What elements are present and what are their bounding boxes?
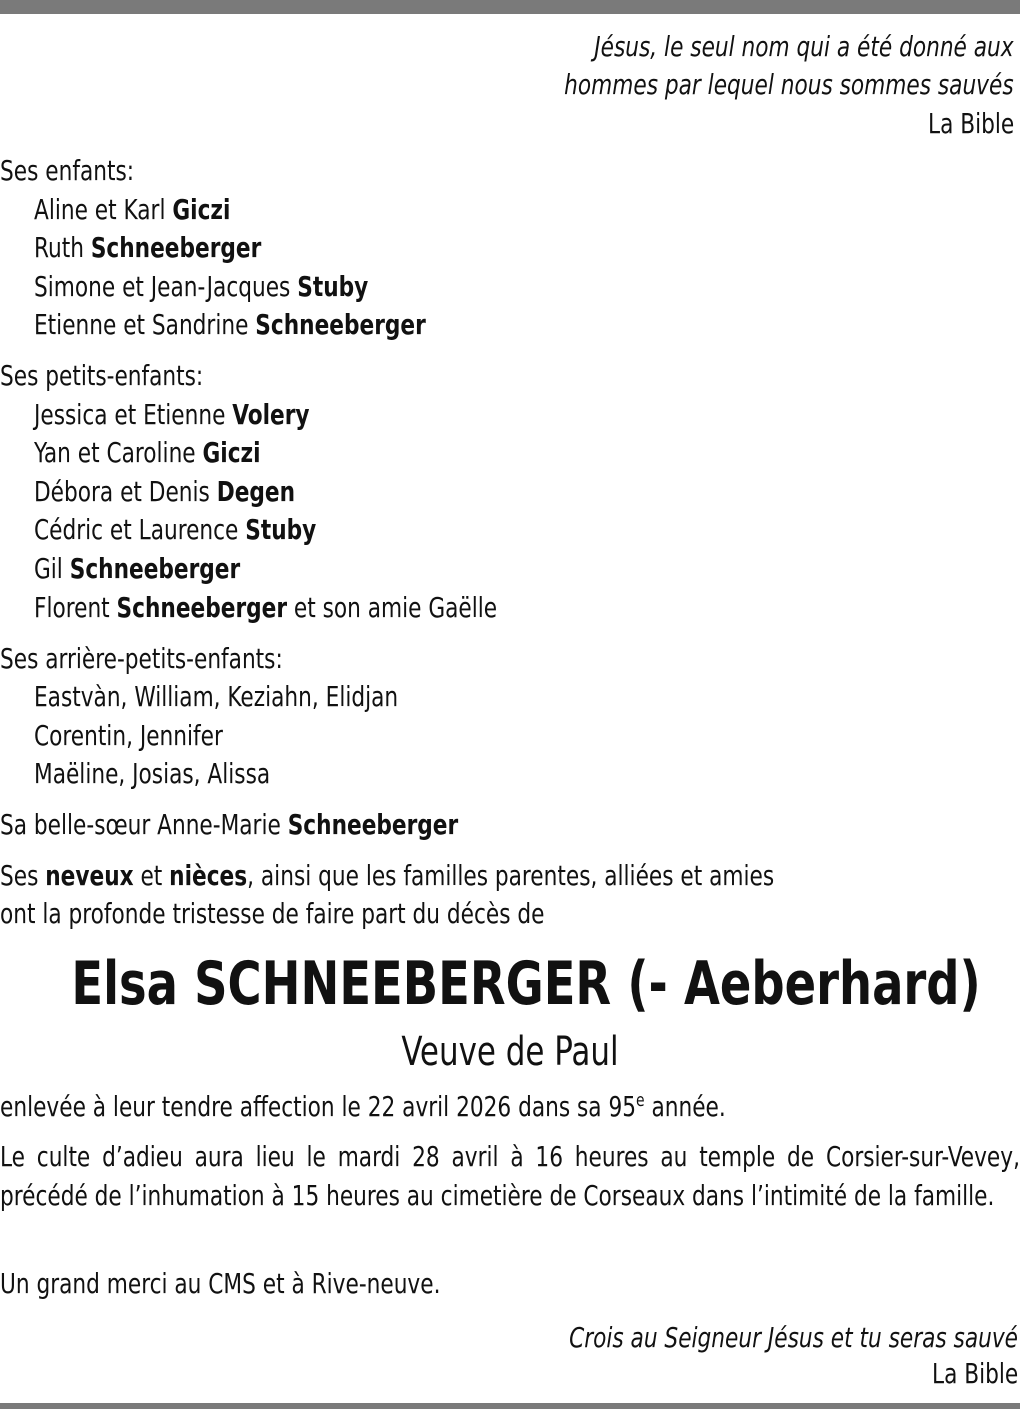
- grandchild-entry: Cédric et Laurence Stuby: [34, 513, 317, 546]
- grandchild-entry: Yan et Caroline Giczi: [34, 436, 261, 469]
- death-notice-line: enlevée à leur tendre affection le 22 avril 2026 dans sa 95e année.: [0, 1090, 726, 1123]
- ceremony-paragraph: Le culte d’adieu aura lieu le mardi 28 avril à 16 heures au temple de Corsier-sur-Vevey, précédé de l’inhumation à 15 heures au cimetière de Corseaux dans l’intimité de la famille.: [0, 1140, 1020, 1212]
- child-entry: Simone et Jean-Jacques Stuby: [34, 270, 369, 303]
- great-grandchild-entry: Eastvàn, William, Keziahn, Elidjan: [34, 680, 399, 713]
- grandchildren-heading: Ses petits-enfants:: [0, 359, 204, 392]
- grandchild-entry: Jessica et Etienne Volery: [34, 398, 310, 431]
- grandchild-entry: Gil Schneeberger: [34, 552, 241, 585]
- great-grandchildren-heading: Ses arrière-petits-enfants:: [0, 642, 283, 675]
- thanks-line: Un grand merci au CMS et à Rive-neuve.: [0, 1267, 441, 1300]
- deceased-subtitle: Veuve de Paul: [401, 1029, 619, 1075]
- great-grandchild-entry: Corentin, Jennifer: [34, 719, 223, 752]
- quote-top-line1: Jésus, le seul nom qui a été donné aux: [594, 30, 1014, 63]
- deceased-name: Elsa SCHNEEBERGER (- Aeberhard): [71, 949, 981, 1019]
- quote-bottom-line: Crois au Seigneur Jésus et tu seras sauvé: [569, 1321, 1018, 1354]
- sister-in-law-line: Sa belle-sœur Anne-Marie Schneeberger: [0, 808, 459, 841]
- child-entry: Aline et Karl Giczi: [34, 193, 231, 226]
- child-entry: Etienne et Sandrine Schneeberger: [34, 308, 426, 341]
- quote-top-line2: hommes par lequel nous sommes sauvés: [564, 68, 1014, 101]
- child-entry: Ruth Schneeberger: [34, 231, 262, 264]
- quote-bottom-source: La Bible: [931, 1357, 1018, 1390]
- announcement-line: ont la profonde tristesse de faire part du décès de: [0, 897, 545, 930]
- grandchild-entry: Débora et Denis Degen: [34, 475, 296, 508]
- children-heading: Ses enfants:: [0, 154, 135, 187]
- grandchild-entry: Florent Schneeberger et son amie Gaëlle: [34, 591, 498, 624]
- quote-top-source: La Bible: [927, 107, 1014, 140]
- great-grandchild-entry: Maëline, Josias, Alissa: [34, 757, 271, 790]
- extended-family-line: Ses neveux et nièces, ainsi que les familles parentes, alliées et amies: [0, 859, 775, 892]
- bottom-rule: [0, 1403, 1020, 1409]
- top-rule: [0, 0, 1020, 14]
